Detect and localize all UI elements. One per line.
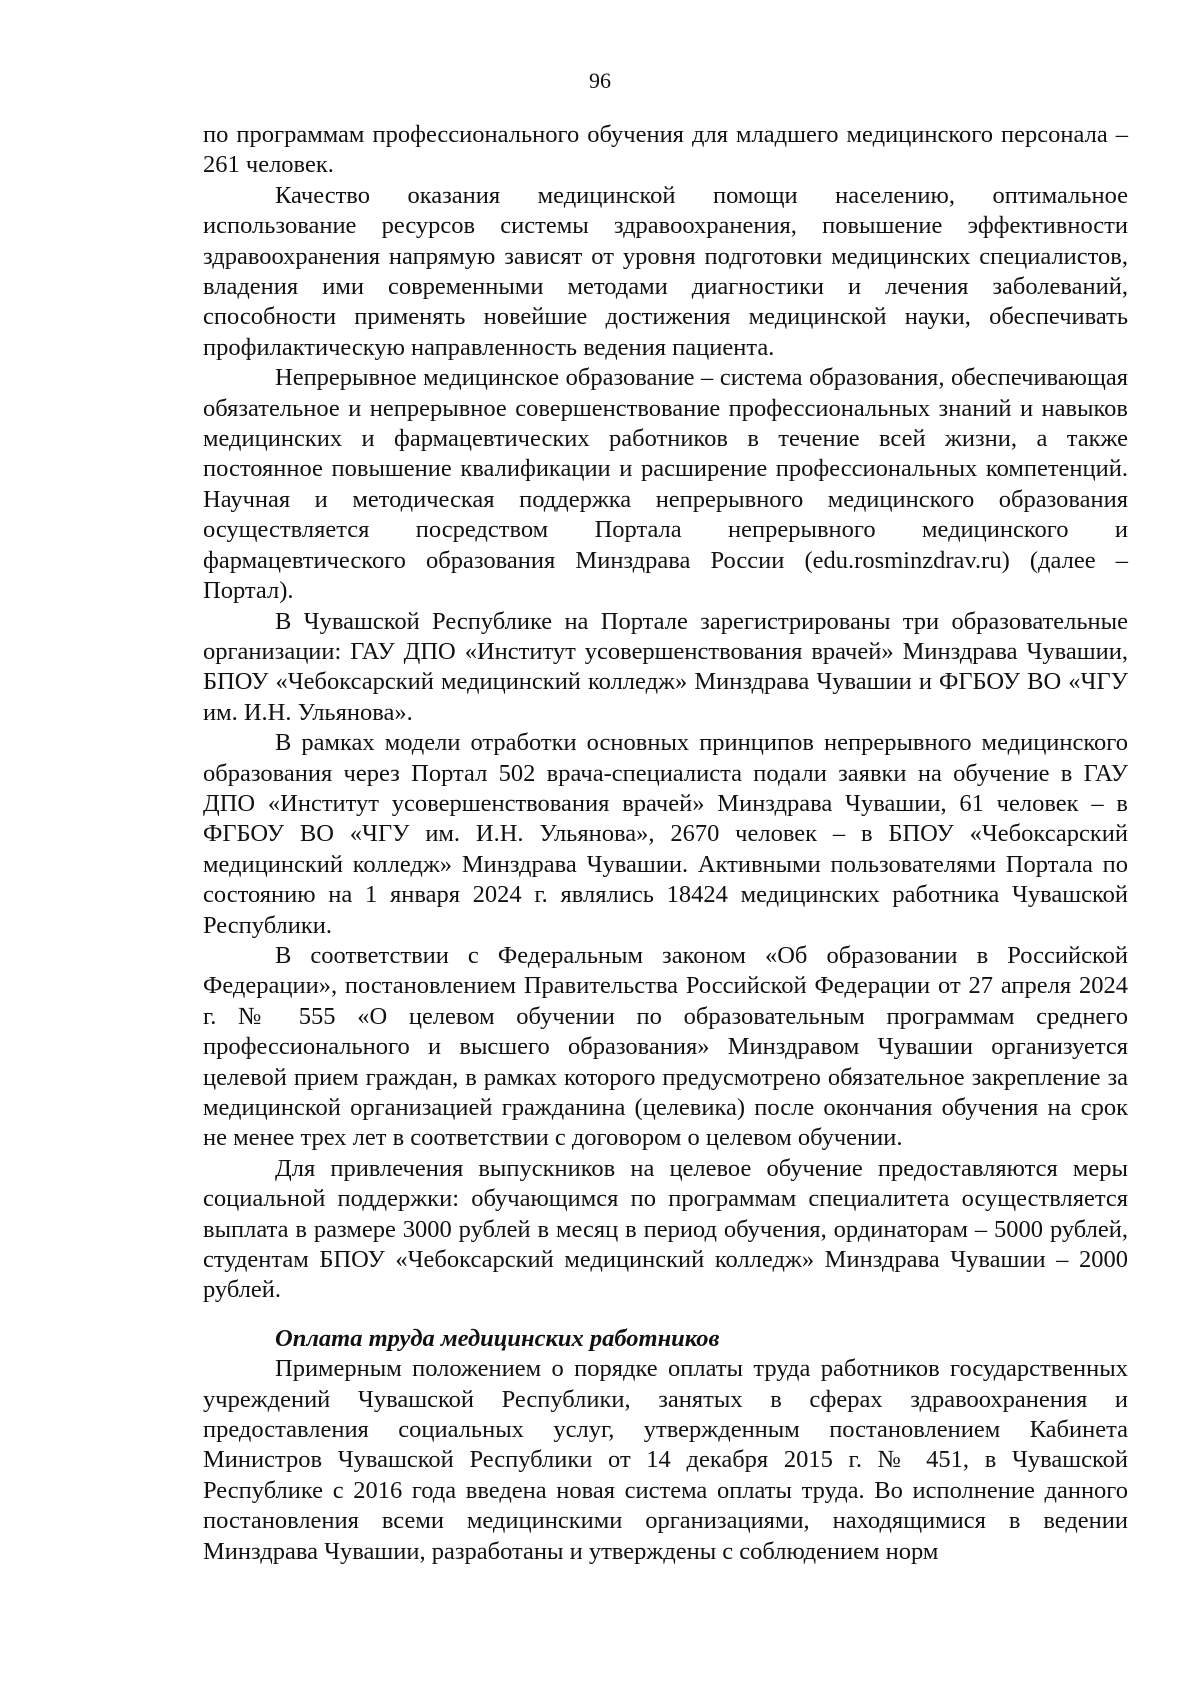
paragraph-targeted-admission: В соответствии с Федеральным законом «Об образовании в Российской Федерации», постановлением Правительства Российской Федерации от 27 апреля 2024 г. № 555 «О целевом обучении по образовательным программам среднего профессионального и высшего образования» Минздравом Чувашии организуется целевой прием граждан, в рамках которого предусмотрено обязательное закрепление за медицинской организацией гражданина (целевика) после окончания обучения на срок не менее трех лет в соответствии с договором о целевом обучении. [203,941,1128,1152]
paragraph-continuation: по программам профессионального обучения для младшего медицинского персонала – 261 человек. [203,121,1128,179]
paragraph-social-support: Для привлечения выпускников на целевое обучение предоставляются меры социальной поддержки: обучающимся по программам специалитета осуществляется выплата в размере 3000 рублей в месяц в период обучения, ординаторам – 5000 рублей, студентам БПОУ «Чебоксарский медицинский колледж» Минздрава Чувашии – 2000 рублей. [203,1154,1128,1304]
paragraph-wage-system: Примерным положением о порядке оплаты труда работников государственных учреждений Чувашской Республики, занятых в сферах здравоохранения и предоставления социальных услуг, утвержденным постановлением Кабинета Министров Чувашской Республики от 14 декабря 2015 г. № 451, в Чувашской Республике с 2016 года введена новая система оплаты труда. Во исполнение данного постановления всеми медицинскими организациями, находящимися в ведении Минздрава Чувашии, разработаны и утверждены с соблюдением норм [203,1355,1128,1565]
paragraph-registered-organizations: В Чувашской Республике на Портале зарегистрированы три образовательные организации: ГАУ ДПО «Институт усовершенствования врачей» Минздрава Чувашии, БПОУ «Чебоксарский медицинский колледж» Минздрава Чувашии и ФГБОУ ВО «ЧГУ им. И.Н. Ульянова». [203,607,1128,726]
page-number: 96 [589,68,611,93]
paragraph-quality-of-care: Качество оказания медицинской помощи населению, оптимальное использование ресурсов системы здравоохранения, повышение эффективности здравоохранения напрямую зависят от уровня подготовки медицинских специалистов, владения ими современными методами диагностики и лечения заболеваний, способности применять новейшие достижения медицинской науки, обеспечивать профилактическую направленность ведения пациента. [203,181,1128,361]
section-heading: Оплата труда медицинских работников [275,1324,720,1352]
paragraph-continuous-education: Непрерывное медицинское образование – система образования, обеспечивающая обязательное и непрерывное совершенствование профессиональных знаний и навыков медицинских и фармацевтических работников в течение всей жизни, а также постоянное повышение квалификации и расширение профессиональных компетенций. Научная и методическая поддержка непрерывного медицинского образования осуществляется посредством Портала непрерывного медицинского и фармацевтического образования Минздрава России (edu.rosminzdrav.ru) (далее – Портал). [203,364,1128,605]
body-text [203,120,1128,1567]
paragraph-portal-applications: В рамках модели отработки основных принципов непрерывного медицинского образования через Портал 502 врача-специалиста подали заявки на обучение в ГАУ ДПО «Институт усовершенствования врачей» Минздрава Чувашии, 61 человек – в ФГБОУ ВО «ЧГУ им. И.Н. Ульянова», 2670 человек – в БПОУ «Чебоксарский медицинский колледж» Минздрава Чувашии. Активными пользователями Портала по состоянию на 1 января 2024 г. являлись 18424 медицинских работника Чувашской Республики. [203,729,1128,939]
